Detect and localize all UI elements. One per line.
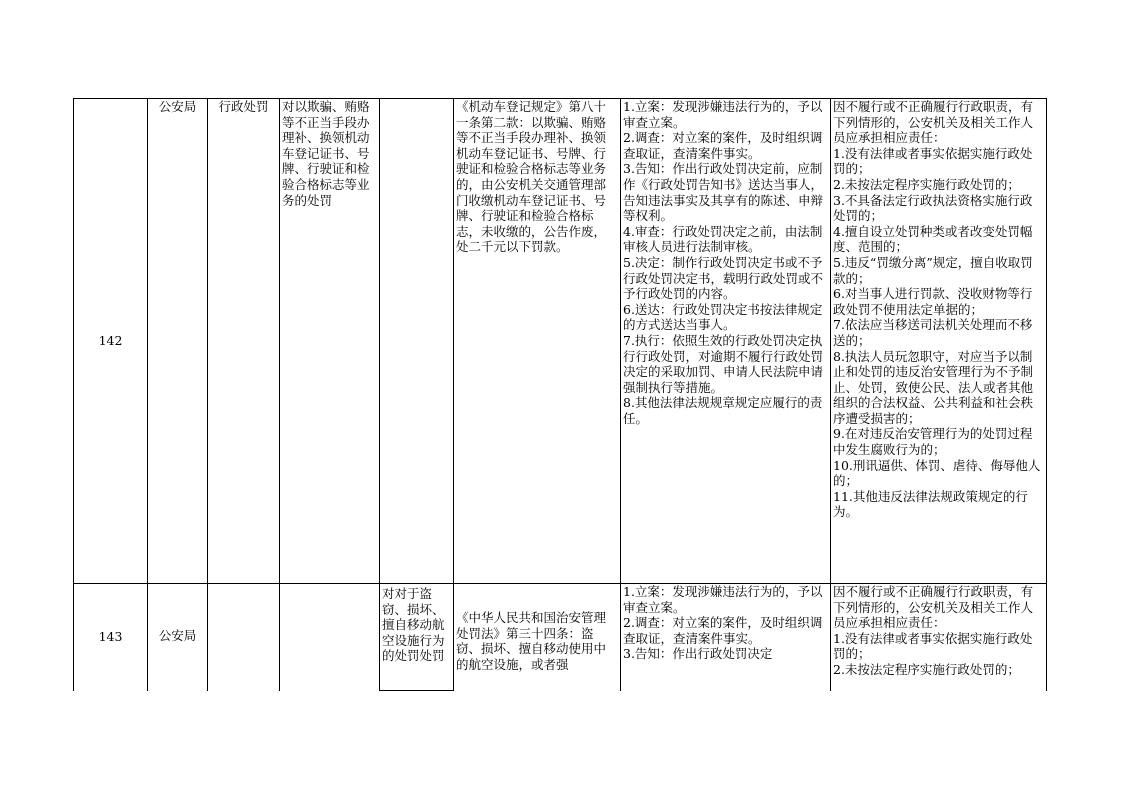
item-name-cell: 对以欺骗、贿赂等不正当手段办理补、换领机动车登记证书、号牌、行驶证和检验合格标志等业务的处罚 <box>280 99 380 584</box>
row-number <box>74 584 148 691</box>
duty-cell: 1.立案：发现涉嫌违法行为的，予以审查立案。 2.调查：对立案的案件，及时组织调查取证，查清案件事实。 3.告知：作出行政处罚决定前，应制作《行政处罚告知书》送达当事人，告知违法事实及其享有的陈述、申辩等权利。 4.审查：行政处罚决定之前，由法制审核人员进行法制审核。 5.决定：制作行政处罚决定书或不予行政处罚决定书，载明行政处罚或不予行政处罚的内容。 6.送达：行政处罚决定书按法律规定的方式送达当事人。 7.执行：依照生效的行政处罚决定执行行政处罚，对逾期不履行行政处罚决定的采取加罚、申请人民法院申请强制执行等措施。 8.其他法律法规规章规定应履行的责任。 <box>621 99 831 584</box>
table-row <box>74 99 1047 584</box>
sub-item-text: 对对于盗窃、损坏、擅自移动航空设施行为的处罚处罚 <box>382 586 445 664</box>
accountability-cell: 因不履行或不正确履行行政职责，有下列情形的，公安机关及相关工作人员应承担相应责任： 1.没有法律或者事实依据实施行政处罚的； 2.未按法定程序实施行政处罚的； 3.不具备法定行政执法资格实施行政处罚的； 4.擅自设立处罚种类或者改变处罚幅度、范围的； 5.违反“罚缴分离”规定，擅自收取罚款的； 6.对当事人进行罚款、没收财物等行政处罚不使用法定单据的； 7.依法应当移送司法机关处理而不移送的； 8.执法人员玩忽职守，对应当予以制止和处罚的违反治安管理行为不予制止、处罚，致使公民、法人或者其他组织的合法权益、公共利益和社会秩序遭受损害的； 9.在对违反治安管理行为的处罚过程中发生腐败行为的； 10.刑讯逼供、体罚、虐待、侮辱他人的； 11.其他违反法律法规政策规定的行为。 <box>831 99 1047 584</box>
accountability-text: 因不履行或不正确履行行政职责，有下列情形的，公安机关及相关工作人员应承担相应责任： 1.没有法律或者事实依据实施行政处罚的； 2.未按法定程序实施行政处罚的； <box>833 584 1034 677</box>
row-number: 142 <box>74 99 148 584</box>
legal-basis-cell: 《机动车登记规定》第八十一条第二款：以欺骗、贿赂等不正当手段办理补、换领机动车登记证书、号牌、行驶证和检验合格标志等业务的，由公安机关交通管理部门收缴机动车登记证书、号牌、行驶证和检验合格标志，未收缴的，公告作废，处二千元以下罚款。 <box>454 99 621 584</box>
item-name-cell <box>280 584 380 691</box>
legal-basis-cell <box>454 584 621 691</box>
duty-text: 1.立案：发现涉嫌违法行为的，予以审查立案。 2.调查：对立案的案件，及时组织调查取证，查清案件事实。 3.告知：作出行政处罚决定 <box>623 584 823 662</box>
power-type-cell <box>208 584 280 691</box>
power-type-cell: 行政处罚 <box>208 99 280 584</box>
row-number-text: 143 <box>98 629 123 645</box>
department-cell <box>148 584 208 691</box>
department-cell: 公安局 <box>148 99 208 584</box>
sub-item-cell <box>380 584 454 691</box>
sub-item-cell <box>380 99 454 584</box>
catalog-table <box>73 98 1047 691</box>
department-text: 公安局 <box>158 628 197 644</box>
table-row <box>74 584 1047 691</box>
legal-basis-text: 《中华人民共和国治安管理处罚法》第三十四条：盗窃、损坏、擅自移动使用中的航空设施，或者强 <box>456 610 607 672</box>
accountability-cell <box>831 584 1047 691</box>
duty-cell <box>621 584 831 691</box>
